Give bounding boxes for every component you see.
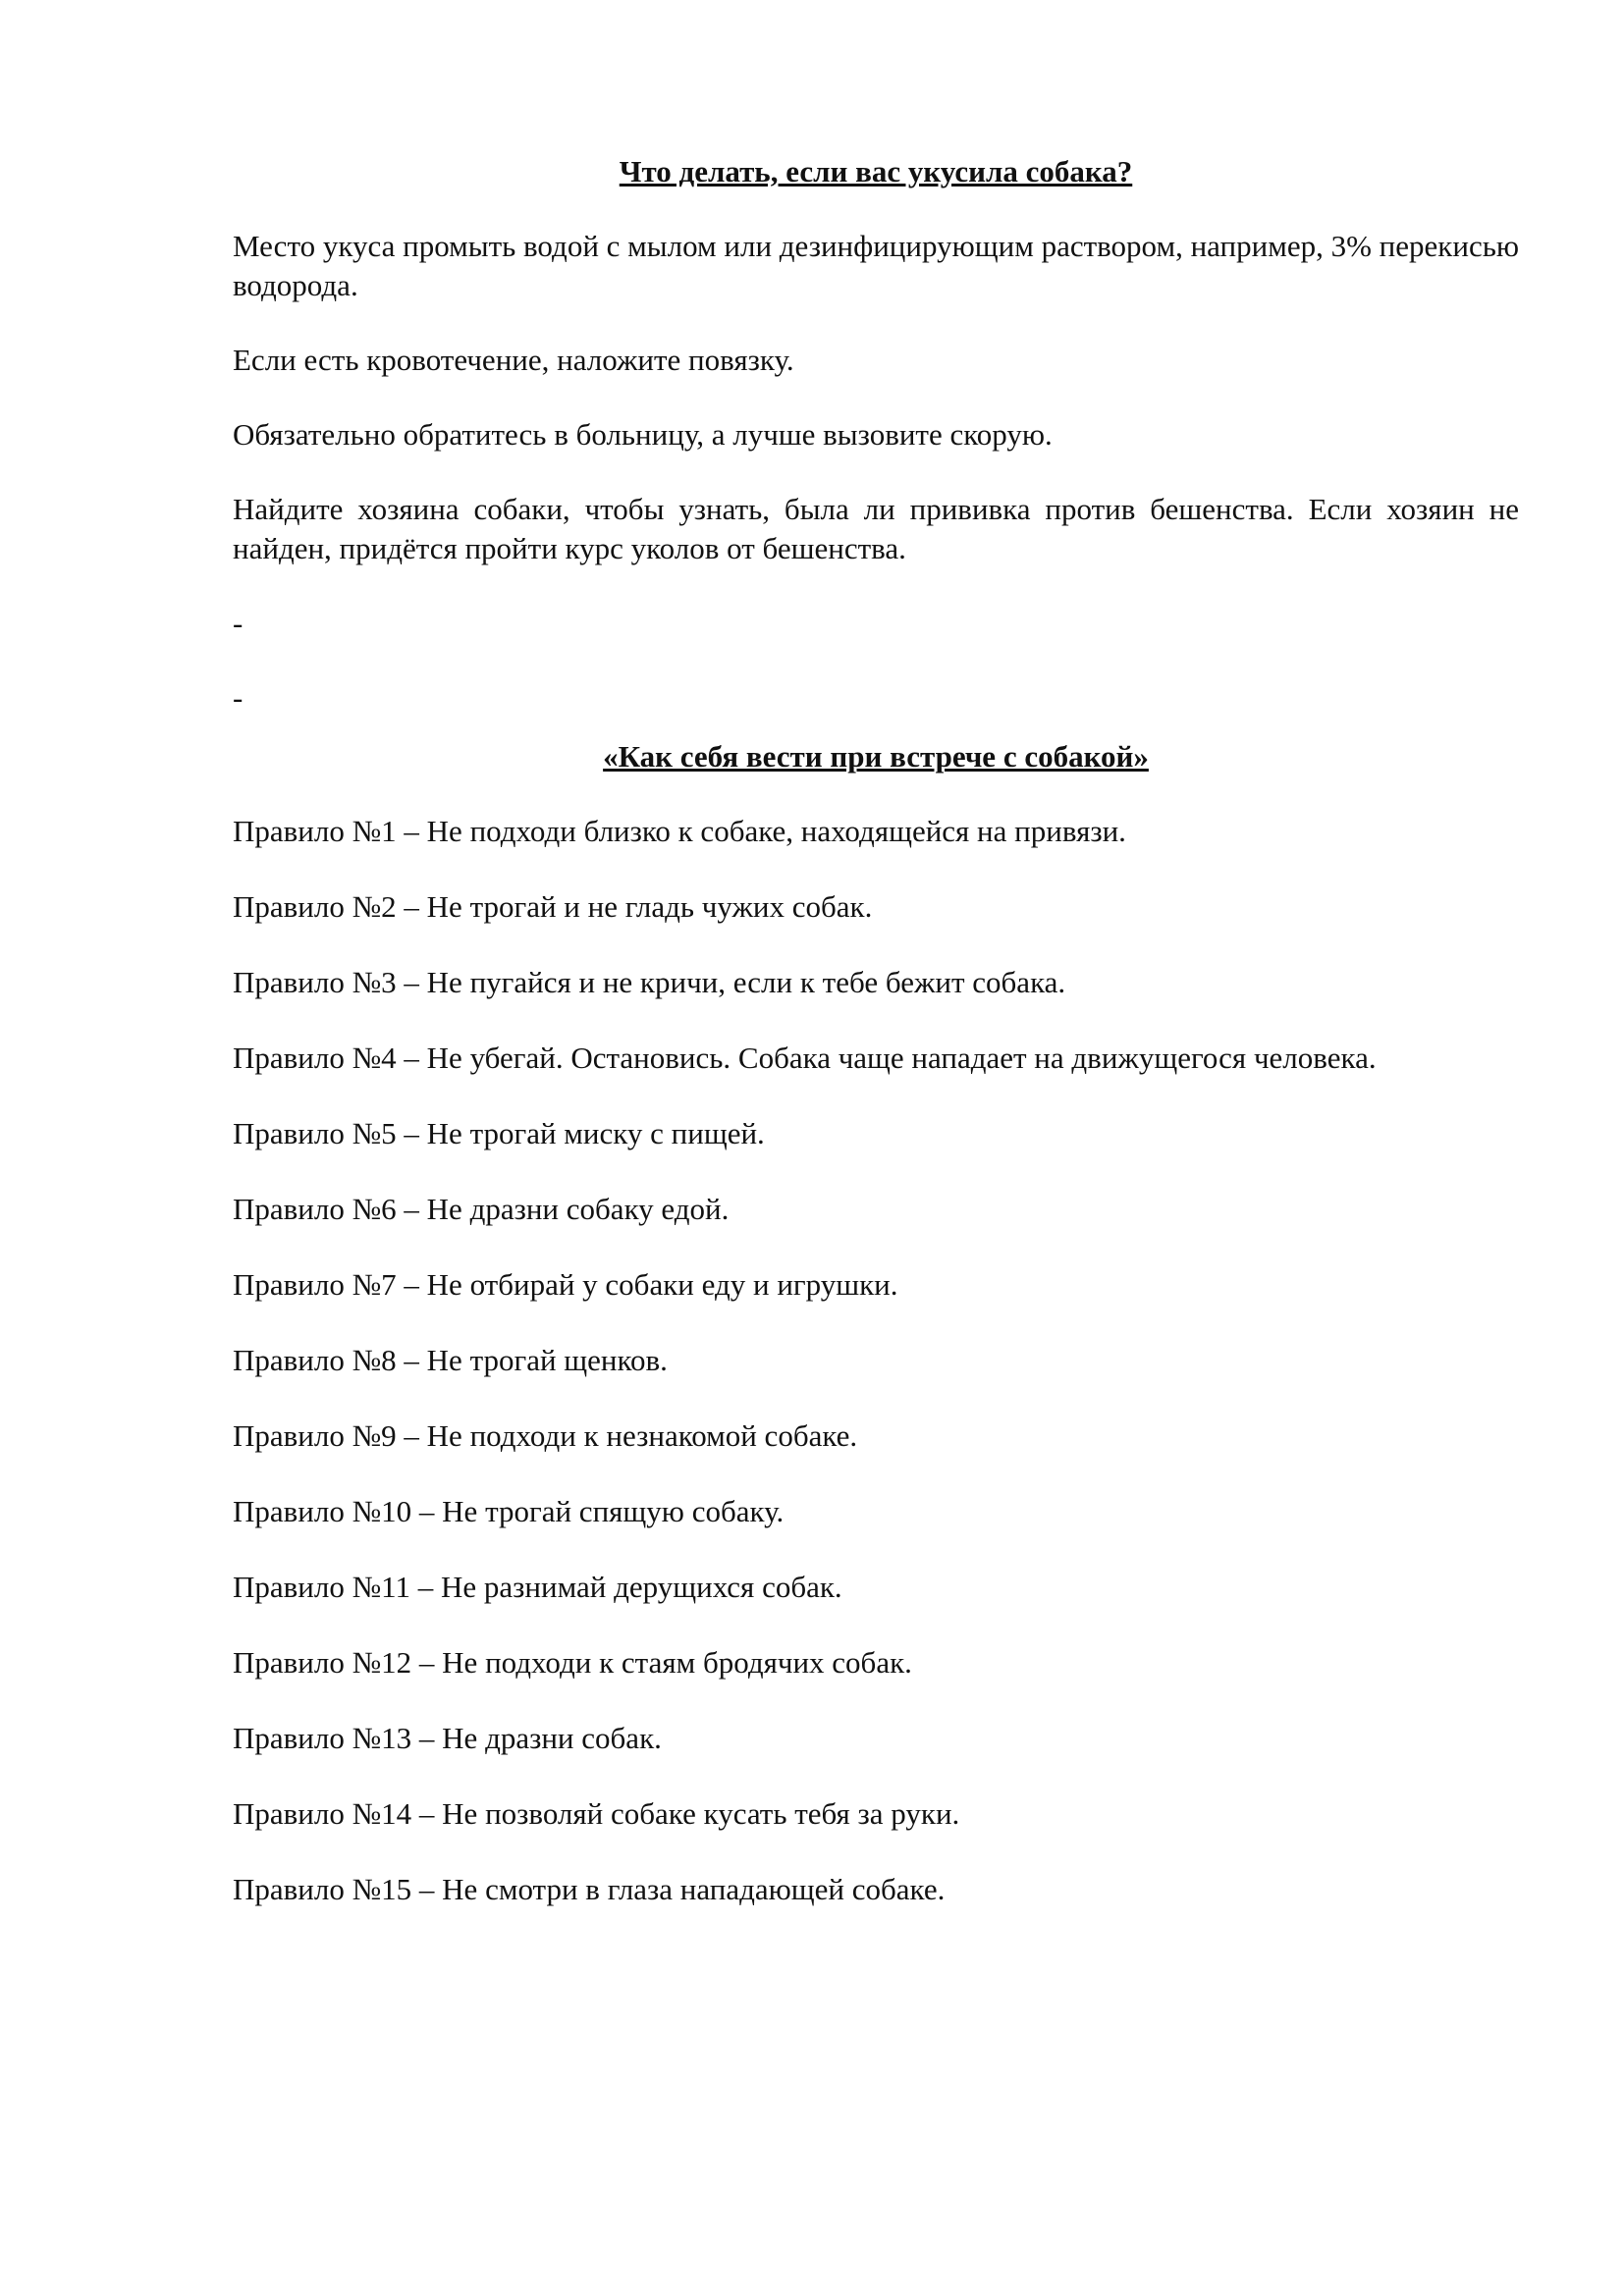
rule-item: Правило №3 – Не пугайся и не кричи, если к тебе бежит собака. [233, 965, 1066, 999]
section-title-dog-bite: Что делать, если вас укусила собака? [619, 154, 1133, 188]
paragraph-wash-wound: Место укуса промыть водой с мылом или дезинфицирующим раствором, например, 3% перекисью водорода. [233, 229, 1519, 302]
rules-list [233, 812, 1519, 1909]
rule-item: Правило №15 – Не смотри в глаза нападающей собаке. [233, 1872, 946, 1906]
rule-item: Правило №6 – Не дразни собаку едой. [233, 1192, 730, 1226]
rule-item: Правило №5 – Не трогай миску с пищей. [233, 1116, 765, 1150]
paragraph-hospital: Обязательно обратитесь в больницу, а лучше вызовите скорую. [233, 417, 1053, 452]
rule-item: Правило №13 – Не дразни собак. [233, 1721, 662, 1755]
document-content [233, 152, 1519, 1909]
rule-item: Правило №4 – Не убегай. Остановись. Собака чаще нападает на движущегося человека. [233, 1041, 1377, 1075]
rule-item: Правило №11 – Не разнимай дерущихся собак. [233, 1570, 842, 1604]
dash-separator: - [233, 606, 244, 640]
rule-item: Правило №10 – Не трогай спящую собаку. [233, 1494, 785, 1528]
rule-item: Правило №1 – Не подходи близко к собаке, находящейся на привязи. [233, 814, 1126, 848]
rule-item: Правило №7 – Не отбирай у собаки еду и игрушки. [233, 1267, 898, 1302]
rule-item: Правило №2 – Не трогай и не гладь чужих собак. [233, 889, 873, 924]
paragraph-find-owner: Найдите хозяина собаки, чтобы узнать, была ли прививка против бешенства. Если хозяин не найден, придётся пройти курс уколов от бешенства. [233, 492, 1519, 565]
rule-item: Правило №14 – Не позволяй собаке кусать тебя за руки. [233, 1796, 960, 1831]
section-title-dog-behavior: «Как себя вести при встрече с собакой» [603, 739, 1149, 774]
dash-separator: - [233, 680, 244, 715]
paragraph-bandage: Если есть кровотечение, наложите повязку. [233, 343, 794, 377]
rule-item: Правило №8 – Не трогай щенков. [233, 1343, 668, 1377]
rule-item: Правило №9 – Не подходи к незнакомой собаке. [233, 1418, 858, 1453]
rule-item: Правило №12 – Не подходи к стаям бродячих собак. [233, 1645, 912, 1680]
